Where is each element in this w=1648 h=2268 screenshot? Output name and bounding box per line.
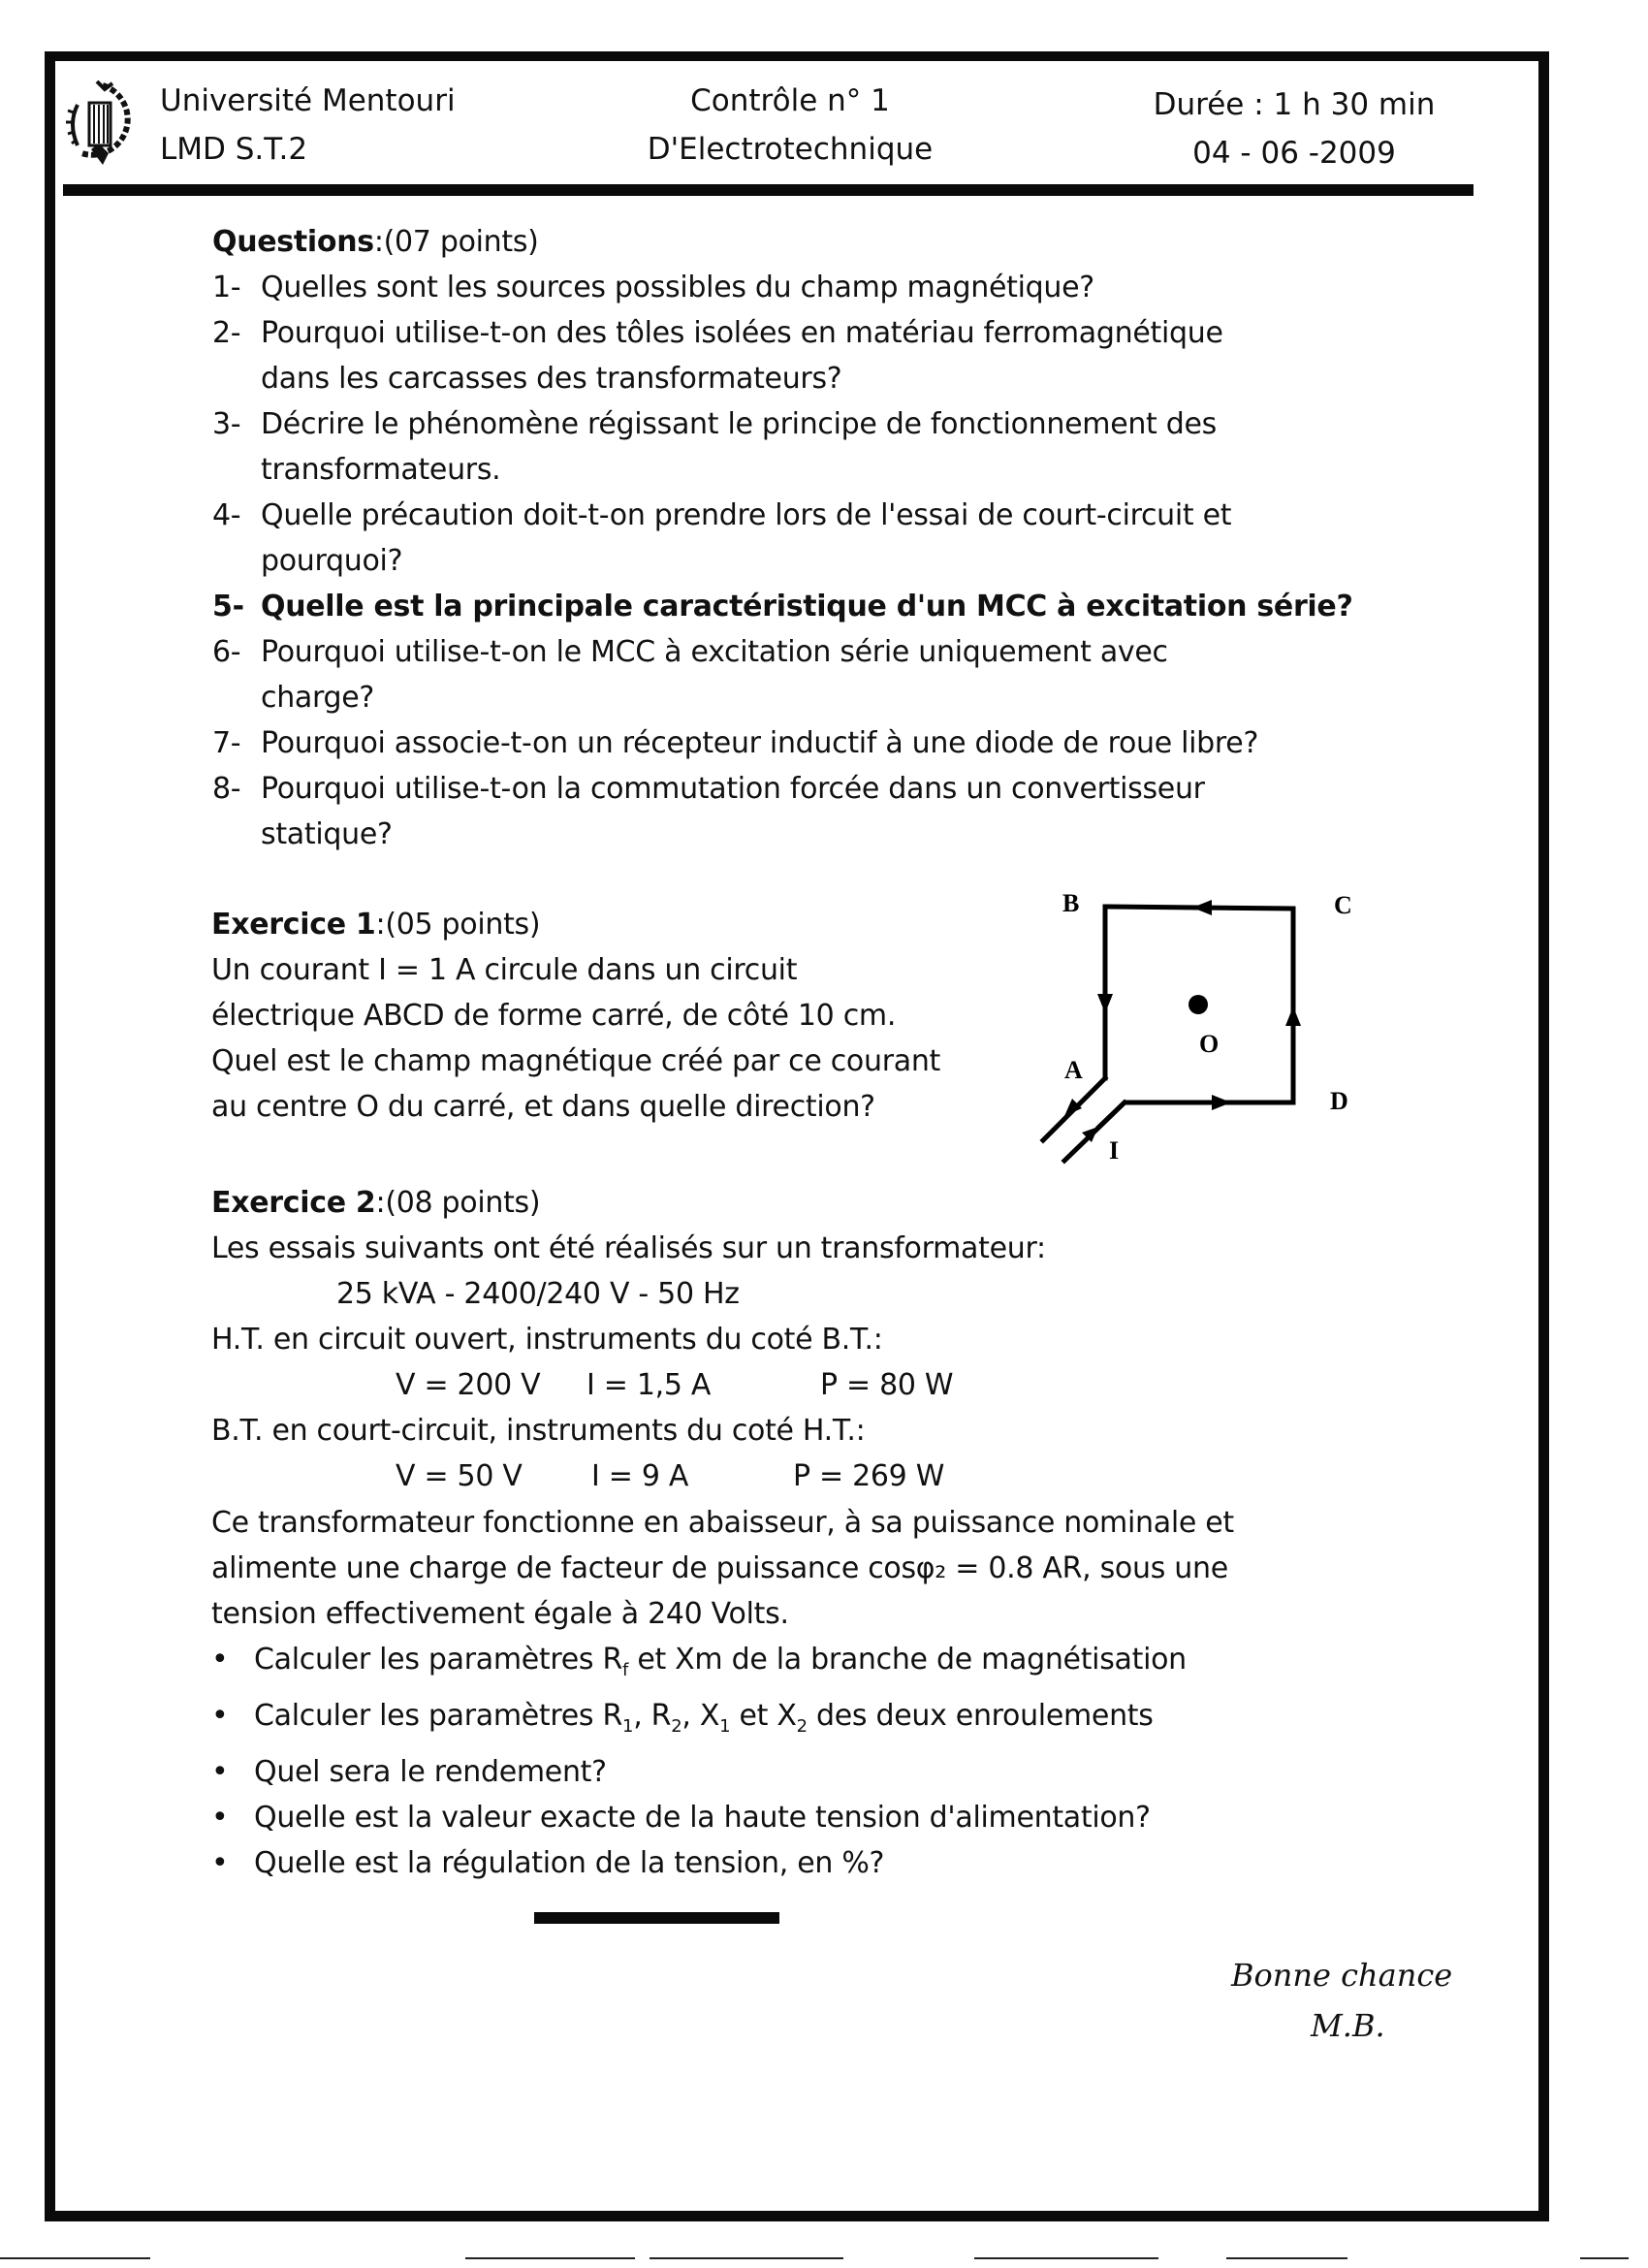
task-item: • Calculer les paramètres $R_f$ et Xm de la branche de magnétisation (211, 1643, 1187, 1680)
exercise2-heading: Exercice 2:(08 points) (211, 1186, 541, 1220)
label-b: B (1062, 889, 1080, 917)
open-circuit-label: H.T. en circuit ouvert, instruments du coté B.T.: (211, 1323, 883, 1357)
task-item: • Calculer les paramètres $R_1$, $R_2$, $X_1$ et $X_2$ des deux enroulements (211, 1699, 1154, 1737)
short-circuit-p: P = 269 W (793, 1459, 945, 1493)
exercise2-description: Ce transformateur fonctionne en abaisseur, à sa puissance nominale et alimente une charge de facteur de puissance cosφ₂ = 0.8 AR, sous une tension effectivement égale à 240 Volts. (211, 1506, 1234, 1631)
exercise2-intro: Les essais suivants ont été réalisés sur un transformateur: (211, 1231, 1046, 1265)
exam-title: Contrôle n° 1 (690, 83, 890, 118)
scan-line (1580, 2257, 1629, 2259)
arrow-bc-icon (1192, 900, 1212, 915)
exam-subject: D'Electrotechnique (647, 132, 934, 167)
signature: M.B. (1311, 2007, 1385, 2044)
university-name: Université Mentouri (160, 83, 456, 118)
exam-date: 04 - 06 -2009 (1192, 136, 1396, 171)
task-item: • Quelle est la régulation de la tension, en %? (211, 1846, 885, 1880)
arrow-dc-icon (1285, 1006, 1301, 1026)
arrow-ba-icon (1097, 994, 1113, 1013)
scan-line (465, 2257, 635, 2259)
question-8: 8- Pourquoi utilise-t-on la commutation forcée dans un convertisseur statique? (212, 772, 1205, 851)
circuit-diagram (1028, 873, 1396, 1183)
arrow-ad-icon (1212, 1095, 1231, 1110)
task-item: • Quel sera le rendement? (211, 1755, 607, 1789)
scan-line (650, 2257, 843, 2259)
question-5: 5- Quelle est la principale caractéristique d'un MCC à excitation série? (212, 590, 1353, 623)
short-circuit-v: V = 50 V (396, 1459, 523, 1493)
short-circuit-i: I = 9 A (591, 1459, 689, 1493)
closing-wish: Bonne chance (1231, 1957, 1453, 1994)
center-point-o (1188, 995, 1208, 1014)
exercise2-tasks (211, 1637, 1375, 1886)
label-a: A (1064, 1056, 1083, 1084)
exercise1-text: Un courant I = 1 A circule dans un circuit électrique ABCD de forme carré, de côté 10 cm. Quel est le champ magnétique créé par ce courant au centre O du carré, et dans quelle direction? (211, 953, 940, 1124)
questions-points: :(07 points) (373, 225, 539, 259)
exercise1-heading: Exercice 1:(05 points) (211, 908, 541, 942)
question-6: 6- Pourquoi utilise-t-on le MCC à excitation série uniquement avec charge? (212, 635, 1168, 715)
exam-duration: Durée : 1 h 30 min (1153, 87, 1436, 122)
questions-title: Questions (212, 225, 374, 259)
open-circuit-i: I = 1,5 A (586, 1368, 712, 1402)
label-d: D (1330, 1087, 1348, 1115)
question-4: 4- Quelle précaution doit-t-on prendre lors de l'essai de court-circuit et pourquoi? (212, 498, 1232, 578)
scan-line (1226, 2257, 1347, 2259)
label-o: O (1199, 1030, 1220, 1058)
questions-heading (212, 219, 539, 265)
scan-line (974, 2257, 1158, 2259)
question-3: 3- Décrire le phénomène régissant le principe de fonctionnement des transformateurs. (212, 407, 1217, 487)
open-circuit-v: V = 200 V (396, 1368, 541, 1402)
scan-line (0, 2257, 150, 2259)
short-circuit-label: B.T. en court-circuit, instruments du coté H.T.: (211, 1414, 866, 1448)
label-i: I (1109, 1136, 1120, 1165)
question-7: 7- Pourquoi associe-t-on un récepteur inductif à une diode de roue libre? (212, 726, 1259, 760)
header-divider (63, 184, 1474, 196)
open-circuit-p: P = 80 W (820, 1368, 954, 1402)
closing-divider (534, 1912, 779, 1924)
program-name: LMD S.T.2 (160, 132, 308, 167)
transformer-rating: 25 kVA - 2400/240 V - 50 Hz (336, 1277, 740, 1311)
label-c: C (1334, 891, 1352, 919)
task-item: • Quelle est la valeur exacte de la haute tension d'alimentation? (211, 1801, 1151, 1835)
university-emblem-icon (64, 76, 142, 171)
question-2: 2- Pourquoi utilise-t-on des tôles isolées en matériau ferromagnétique dans les carcasses des transformateurs? (212, 316, 1223, 396)
question-1: 1- Quelles sont les sources possibles du champ magnétique? (212, 271, 1094, 304)
